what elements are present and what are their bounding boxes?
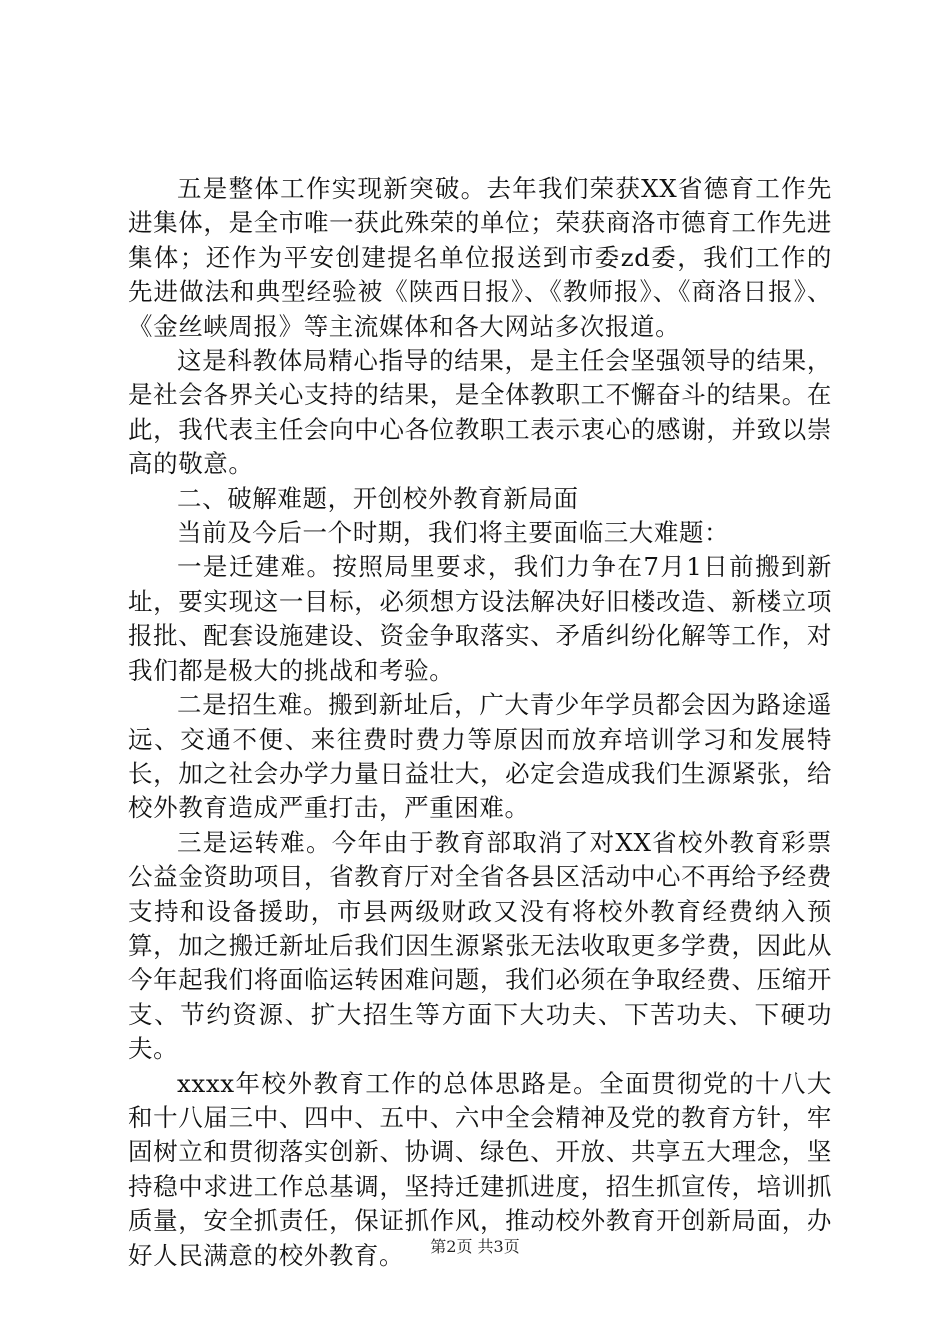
paragraph-three-difficulties: 当前及今后一个时期，我们将主要面临三大难题： [177, 518, 730, 548]
document-body [128, 172, 832, 1273]
paragraph-overall-plan: xxxx年校外教育工作的总体思路是。全面贯彻党的十八大和十八届三中、四中、五中、六中全会精神及党的教育方针，牢固树立和贯彻落实创新、协调、绿色、开放、共享五大理念，坚持稳中求进工作总基调，坚持迁建抓进度，招生抓宣传，培训抓质量，安全抓责任，保证抓作风，推动校外教育开创新局面，办好人民满意的校外教育。 [128, 1068, 832, 1270]
section-heading-2: 二、破解难题，开创校外教育新局面 [177, 483, 579, 513]
paragraph-thanks: 这是科教体局精心指导的结果，是主任会坚强领导的结果，是社会各界关心支持的结果，是全体教职工不懈奋斗的结果。在此，我代表主任会向中心各位教职工表示衷心的感谢，并致以崇高的敬意。 [128, 346, 832, 479]
page-footer: 第2页 共3页 [430, 1237, 520, 1256]
paragraph-enrollment: 二是招生难。搬到新址后，广大青少年学员都会因为路途遥远、交通不便、来往费时费力等原因而放弃培训学习和发展特长，加之社会办学力量日益壮大，必定会造成我们生源紧张，给校外教育造成严重打击，严重困难。 [128, 690, 832, 823]
paragraph-operation: 三是运转难。今年由于教育部取消了对XX省校外教育彩票公益金资助项目，省教育厅对全省各县区活动中心不再给予经费支持和设备援助，市县两级财政又没有将校外教育经费纳入预算，加之搬迁新址后我们因生源紧张无法收取更多学费，因此从今年起我们将面临运转困难问题，我们必须在争取经费、压缩开支、节约资源、扩大招生等方面下大功夫、下苦功夫、下硬功夫。 [128, 827, 832, 1064]
paragraph-relocation: 一是迁建难。按照局里要求，我们力争在7月1日前搬到新址，要实现这一目标，必须想方设法解决好旧楼改造、新楼立项报批、配套设施建设、资金争取落实、矛盾纠纷化解等工作，对我们都是极大的挑战和考验。 [128, 552, 832, 685]
paragraph-new-breakthrough: 五是整体工作实现新突破。去年我们荣获XX省德育工作先进集体，是全市唯一获此殊荣的单位；荣获商洛市德育工作先进集体；还作为平安创建提名单位报送到市委zd委，我们工作的先进做法和典型经验被《陕西日报》、《教师报》、《商洛日报》、《金丝峡周报》等主流媒体和各大网站多次报道。 [128, 174, 832, 341]
